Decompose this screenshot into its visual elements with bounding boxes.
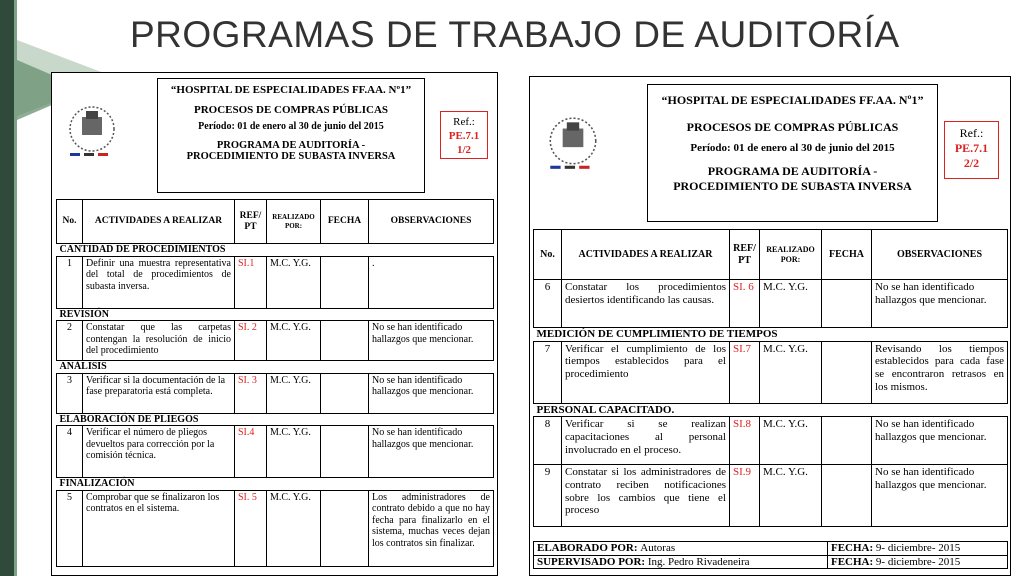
row-number: 4 [57, 426, 83, 478]
slide-title: PROGRAMAS DE TRABAJO DE AUDITORÍA [130, 14, 900, 55]
row-activity: Constatar los procedimientos desiertos identificando las causas. [562, 280, 730, 328]
date-label: FECHA: [831, 542, 874, 554]
signature-footer [533, 541, 1008, 569]
row-done-by: M.C. Y.G. [267, 426, 321, 478]
section-title: MEDICIÓN DE CUMPLIMIENTO DE TIEMPOS [534, 328, 1008, 342]
row-done-by: M.C. Y.G. [760, 465, 822, 527]
table-row [534, 280, 1008, 328]
column-header-done-by: REALIZADO POR: [760, 230, 822, 280]
row-ref: SI.1 [235, 256, 267, 308]
row-activity: Constatar que las carpetas contengan la resolución de inicio del procedimiento [83, 321, 235, 361]
row-date [822, 341, 872, 403]
column-header-no: No. [534, 230, 562, 280]
row-observations: No se han identificado hallazgos que mencionar. [872, 280, 1008, 328]
row-done-by: M.C. Y.G. [267, 256, 321, 308]
row-observations: No se han identificado hallazgos que mencionar. [369, 426, 494, 478]
section-title: REVISIÓN [57, 308, 494, 321]
date-value: 9- diciembre- 2015 [875, 542, 961, 554]
row-activity: Verificar el número de pliegos devueltos para corrección por la comisión técnica. [83, 426, 235, 478]
row-ref: SI.7 [730, 341, 760, 403]
ref-page: 2/2 [963, 156, 980, 170]
program-title-2: PROCEDIMIENTO DE SUBASTA INVERSA [673, 179, 912, 193]
document-header [157, 78, 425, 193]
ref-label: Ref.: [959, 126, 984, 140]
row-activity: Comprobar que se finalizaron los contratos en el sistema. [83, 490, 235, 566]
supervised-by-label: SUPERVISADO POR: [537, 555, 646, 568]
row-number: 6 [534, 280, 562, 328]
row-done-by: M.C. Y.G. [267, 373, 321, 413]
supervised-by [534, 555, 828, 569]
ref-page: 1/2 [456, 143, 472, 156]
audit-program-page-2 [529, 76, 1011, 576]
section-title: ELABORACIÓN DE PLIEGOS [57, 413, 494, 426]
row-observations: No se han identificado hallazgos que mencionar. [369, 373, 494, 413]
supervised-date [828, 555, 1008, 569]
prepared-by-value: Autoras [640, 542, 676, 554]
row-ref: SI.9 [730, 465, 760, 527]
table-row [534, 341, 1008, 403]
column-header-ref: REF/ PT [730, 230, 760, 280]
row-observations: . [369, 256, 494, 308]
reference-box [440, 111, 488, 159]
row-observations: No se han identificado hallazgos que mencionar. [369, 321, 494, 361]
period: Período: 01 de enero al 30 de junio del 2015 [690, 142, 895, 154]
table-row [57, 321, 494, 361]
section-title: FINALIZACIÓN [57, 478, 494, 491]
supervised-by-value: Ing. Pedro Rivadeneira [647, 555, 750, 568]
ref-label: Ref.: [453, 116, 475, 128]
row-ref: SI.4 [235, 426, 267, 478]
row-date [321, 373, 369, 413]
row-activity: Definir una muestra representativa del total de procedimientos de subasta inversa. [83, 256, 235, 308]
row-date [822, 280, 872, 328]
table-row [534, 417, 1008, 465]
row-activity: Constatar si los administradores de contrato reciben notificaciones sobre los cambios que tiene el proceso [562, 465, 730, 527]
prepared-by-label: ELABORADO POR: [537, 542, 638, 554]
row-done-by: M.C. Y.G. [760, 341, 822, 403]
row-activity: Verificar si la documentación de la fase preparatoria está completa. [83, 373, 235, 413]
section-title: CANTIDAD DE PROCEDIMIENTOS [57, 244, 494, 257]
row-done-by: M.C. Y.G. [760, 280, 822, 328]
row-number: 3 [57, 373, 83, 413]
row-number: 8 [534, 417, 562, 465]
row-number: 5 [57, 490, 83, 566]
column-header-activities: ACTIVIDADES A REALIZAR [83, 200, 235, 244]
column-header-observations: OBSERVACIONES [369, 200, 494, 244]
section-title: ANÁLISIS [57, 361, 494, 374]
row-number: 9 [534, 465, 562, 527]
row-date [321, 426, 369, 478]
column-header-observations: OBSERVACIONES [872, 230, 1008, 280]
column-header-date: FECHA [321, 200, 369, 244]
row-ref: SI. 2 [235, 321, 267, 361]
row-ref: SI.8 [730, 417, 760, 465]
ref-code: PE.7.1 [448, 129, 480, 142]
row-number: 1 [57, 256, 83, 308]
column-header-done-by: REALIZADO POR: [267, 200, 321, 244]
table-row [57, 373, 494, 413]
row-activity: Verificar el cumplimiento de los tiempos establecidos para el procedimiento [562, 341, 730, 403]
activities-table [56, 199, 494, 567]
row-observations: Revisando los tiempos establecidos para cada fase se encontraron retrasos en los mismos. [872, 341, 1008, 403]
row-done-by: M.C. Y.G. [760, 417, 822, 465]
row-ref: SI. 5 [235, 490, 267, 566]
row-number: 7 [534, 341, 562, 403]
column-header-date: FECHA [822, 230, 872, 280]
row-activity: Verificar si se realizan capacitaciones al personal involucrado en el proceso. [562, 417, 730, 465]
row-done-by: M.C. Y.G. [267, 490, 321, 566]
prepared-date [828, 542, 1008, 556]
process-name: PROCESOS DE COMPRAS PÚBLICAS [686, 120, 899, 134]
hospital-name: “HOSPITAL DE ESPECIALIDADES FF.AA. Nº1” [170, 84, 412, 96]
hospital-logo-icon [542, 112, 604, 174]
row-date [321, 321, 369, 361]
prepared-by [534, 542, 828, 556]
row-done-by: M.C. Y.G. [267, 321, 321, 361]
row-observations: Los administradores de contrato debido a que no hay fecha para finalizarlo en el sistema, muchas veces dejan los contratos sin finalizar. [369, 490, 494, 566]
table-row [57, 426, 494, 478]
column-header-ref: REF/ PT [235, 200, 267, 244]
date-value: 9- diciembre- 2015 [875, 555, 961, 568]
left-decorative-bar [0, 0, 14, 576]
program-title-1: PROGRAMA DE AUDITORÍA - [216, 140, 366, 151]
activities-table [533, 229, 1008, 527]
document-header [647, 84, 938, 222]
reference-box [944, 121, 999, 179]
row-date [321, 256, 369, 308]
row-date [321, 490, 369, 566]
column-header-activities: ACTIVIDADES A REALIZAR [562, 230, 730, 280]
program-title-1: PROGRAMA DE AUDITORÍA - [707, 164, 878, 178]
section-title: PERSONAL CAPACITADO. [534, 403, 1008, 417]
row-number: 2 [57, 321, 83, 361]
audit-program-page-1 [51, 72, 498, 576]
hospital-logo-icon [62, 101, 122, 161]
program-title-2: PROCEDIMIENTO DE SUBASTA INVERSA [186, 151, 396, 162]
table-row [57, 490, 494, 566]
row-ref: SI. 6 [730, 280, 760, 328]
row-date [822, 417, 872, 465]
date-label: FECHA: [831, 555, 874, 568]
hospital-name: “HOSPITAL DE ESPECIALIDADES FF.AA. Nº1” [661, 93, 924, 107]
row-observations: No se han identificado hallazgos que mencionar. [872, 417, 1008, 465]
table-row [534, 465, 1008, 527]
process-name: PROCESOS DE COMPRAS PÚBLICAS [193, 104, 389, 116]
column-header-no: No. [57, 200, 83, 244]
table-row [57, 256, 494, 308]
row-date [822, 465, 872, 527]
period: Período: 01 de enero al 30 de junio del 2015 [198, 121, 384, 132]
row-observations: No se han identificado hallazgos que mencionar. [872, 465, 1008, 527]
ref-code: PE.7.1 [954, 141, 989, 155]
row-ref: SI. 3 [235, 373, 267, 413]
